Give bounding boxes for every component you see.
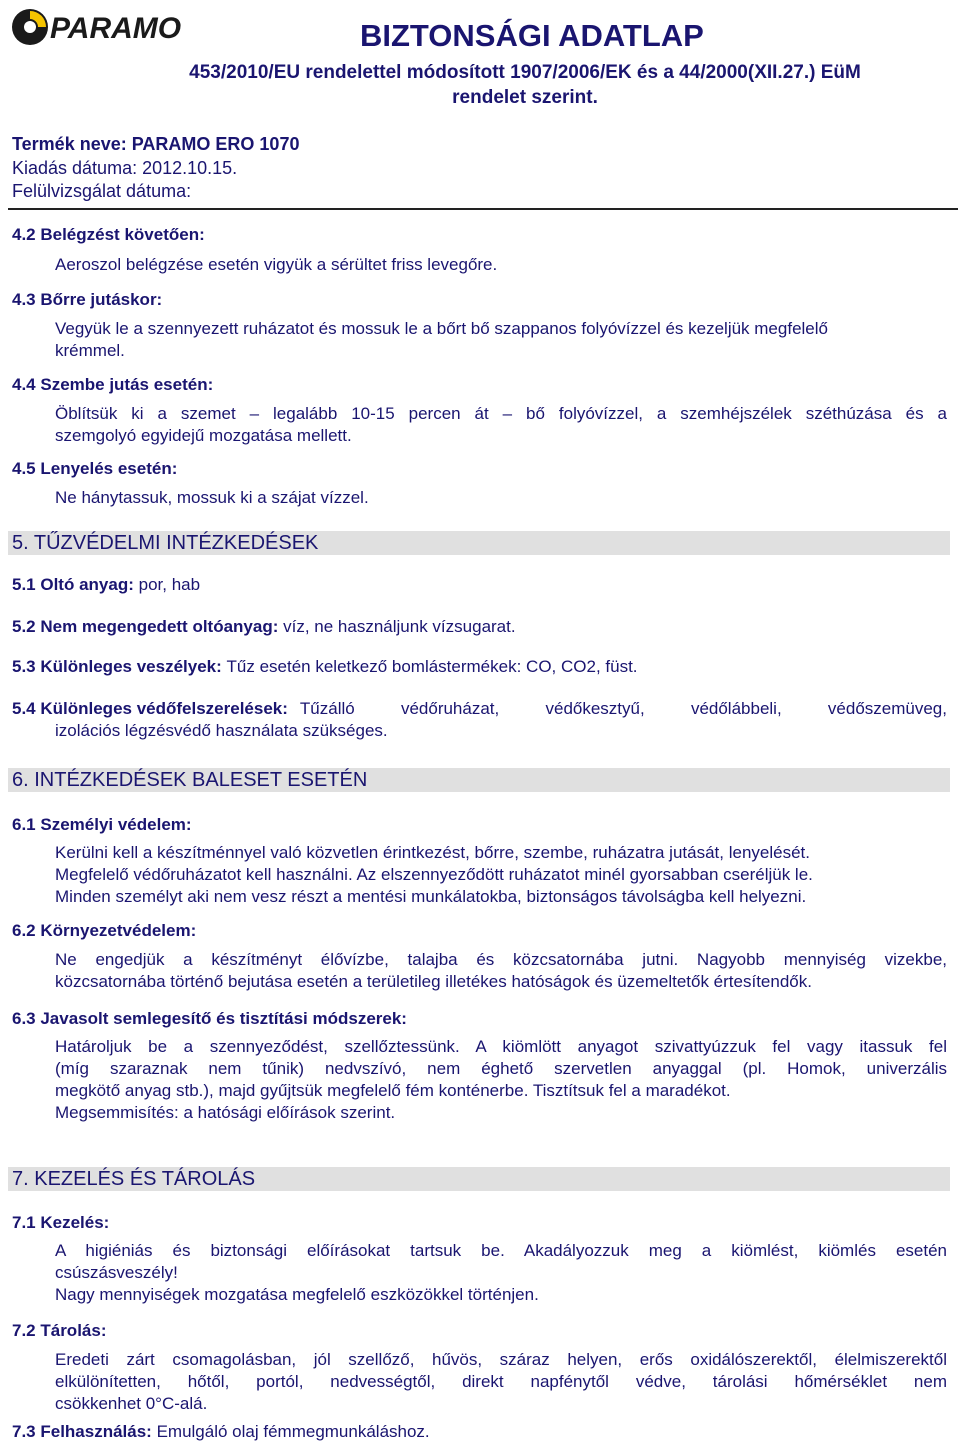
- item-5-2: [12, 616, 516, 638]
- issue-date-row: [12, 157, 237, 179]
- value-5-3: Tűz esetén keletkező bomlástermékek: CO, CO2, füst.: [226, 657, 638, 676]
- text-line: Ne hánytassuk, mossuk ki a szájat vízzel.: [55, 488, 369, 507]
- label-7-3: 7.3 Felhasználás:: [12, 1422, 152, 1441]
- value-7-3: Emulgáló olaj fémmegmunkáláshoz.: [156, 1422, 430, 1441]
- paragraph-7-1: [55, 1240, 947, 1306]
- paragraph-4-5: [55, 487, 947, 509]
- text-line: A higiéniás és biztonsági előírásokat tartsuk be. Akadályozzuk meg a kiömlést, kiömlés esetén: [55, 1241, 947, 1260]
- text-line: (míg szaraznak nem tűnik) nedvszívó, nem éghető szervetlen anyaggal (pl. Homok, univerzális: [55, 1059, 947, 1078]
- text-line: Megfelelő védőruházatot kell használni. Az elszennyeződött ruházatot minél gyorsabban cseréljük le.: [55, 865, 813, 884]
- text-line: Kerülni kell a készítménnyel való közvetlen érintkezést, bőrre, szembe, ruházatra jutását, lenyelését.: [55, 843, 810, 862]
- issue-label: Kiadás dátuma:: [12, 158, 138, 178]
- revision-date-row: Felülvizsgálat dátuma:: [12, 181, 192, 201]
- heading-6-2: 6.2 Környezetvédelem:: [12, 921, 197, 940]
- paragraph-4-3: [55, 318, 947, 362]
- text-line: Vegyük le a szennyezett ruházatot és mossuk le a bőrt bő szappanos folyóvízzel és kezeljük megfelelő: [55, 319, 828, 338]
- value-5-1: por, hab: [138, 575, 201, 594]
- text-line: Nagy mennyiségek mozgatása megfelelő eszközökkel történjen.: [55, 1285, 539, 1304]
- heading-4-5: 4.5 Lenyelés esetén:: [12, 459, 178, 478]
- text-line: szemgolyó egyidejű mozgatása mellett.: [55, 426, 352, 445]
- label-5-4: 5.4 Különleges védőfelszerelések:: [12, 699, 288, 718]
- value-5-2: víz, ne használjunk vízsugarat.: [283, 617, 516, 636]
- issue-date: 2012.10.15.: [142, 158, 238, 178]
- heading-7-1: 7.1 Kezelés:: [12, 1213, 110, 1232]
- text-line: Megsemmisítés: a hatósági előírások szerint.: [55, 1103, 396, 1122]
- text-line: csúszásveszély!: [55, 1263, 178, 1282]
- text-line: izolációs légzésvédő használata szükséges.: [55, 721, 388, 740]
- product-name-row: [12, 133, 299, 155]
- heading-6-1: 6.1 Személyi védelem:: [12, 815, 192, 834]
- text-line: Aeroszol belégzése esetén vigyük a sérültet friss levegőre.: [55, 255, 498, 274]
- label-5-3: 5.3 Különleges veszélyek:: [12, 657, 222, 676]
- item-7-3: [12, 1421, 430, 1443]
- paramo-logo: [10, 4, 202, 50]
- text-line: megkötő anyag stb.), majd gyűjtsük megfelelő fém konténerbe. Tisztítsuk fel a maradékot.: [55, 1081, 731, 1100]
- label-5-1: 5.1 Oltó anyag:: [12, 575, 134, 594]
- section-7-title: 7. KEZELÉS ÉS TÁROLÁS: [8, 1167, 950, 1191]
- heading-7-2: 7.2 Tárolás:: [12, 1321, 107, 1340]
- subtitle-line-1: 453/2010/EU rendelettel módosított 1907/2006/EK és a 44/2000(XII.27.) EüM: [189, 62, 861, 83]
- document-subtitle: [120, 60, 930, 110]
- text-line: csökkenhet 0°C-alá.: [55, 1394, 208, 1413]
- header-divider: [8, 208, 958, 210]
- product-name: PARAMO ERO 1070: [131, 134, 300, 154]
- item-5-4-line-1: [12, 698, 947, 720]
- logo-text: PARAMO: [50, 12, 182, 45]
- heading-4-4: 4.4 Szembe jutás esetén:: [12, 375, 214, 394]
- text-line: Határoljuk be a szennyeződést, szellőztessünk. A kiömlött anyagot szivattyúzzuk fel vagy itassuk fel: [55, 1037, 947, 1056]
- item-5-4-line-2: [55, 720, 947, 742]
- heading-4-2: 4.2 Belégzést követően:: [12, 225, 205, 244]
- item-5-3: [12, 656, 638, 678]
- item-5-1: [12, 574, 200, 596]
- paragraph-6-2: [55, 949, 947, 993]
- label-5-2: 5.2 Nem megengedett oltóanyag:: [12, 617, 279, 636]
- heading-4-3: 4.3 Bőrre jutáskor:: [12, 290, 163, 309]
- text-line: Öblítsük ki a szemet – legalább 10-15 percen át – bő folyóvízzel, a szemhéjszélek széthúzása és a: [55, 404, 947, 423]
- product-label: Termék neve:: [12, 134, 127, 154]
- section-5-title: 5. TŰZVÉDELMI INTÉZKEDÉSEK: [8, 531, 950, 555]
- item-5-4: [12, 698, 947, 720]
- value-5-4: Tűzálló védőruházat, védőkesztyű, védőlábbeli, védőszemüveg,: [299, 699, 947, 718]
- heading-6-3: 6.3 Javasolt semlegesítő és tisztítási módszerek:: [12, 1009, 407, 1028]
- text-line: közcsatornába történő bejutása esetén a területileg illetékes hatóságok és üzemeltetők értesítendők.: [55, 972, 812, 991]
- paragraph-7-2: [55, 1349, 947, 1415]
- text-line: Eredeti zárt csomagolásban, jól szellőző, hűvös, száraz helyen, erős oxidálószerektől, élelmiszerektől: [55, 1350, 947, 1369]
- text-line: Minden személyt aki nem vesz részt a mentési munkálatokba, biztonságos távolságba kell helyezni.: [55, 887, 807, 906]
- text-line: Ne engedjük a készítményt élővízbe, talajba és közcsatornába jutni. Nagyobb mennyiség vizekbe,: [55, 950, 947, 969]
- paragraph-6-1: [55, 842, 947, 908]
- paragraph-4-2: [55, 254, 947, 276]
- logo-mark-icon: [10, 4, 202, 50]
- document-title: BIZTONSÁGI ADATLAP: [360, 18, 704, 53]
- section-6-title: 6. INTÉZKEDÉSEK BALESET ESETÉN: [8, 768, 950, 792]
- text-line: elkülönítetten, hőtől, portól, nedvességtől, direkt napfénytől védve, tárolási hőmérséklet nem: [55, 1372, 947, 1391]
- subtitle-line-2: rendelet szerint.: [452, 87, 598, 108]
- text-line: krémmel.: [55, 341, 125, 360]
- paragraph-4-4: [55, 403, 947, 447]
- paragraph-6-3: [55, 1036, 947, 1124]
